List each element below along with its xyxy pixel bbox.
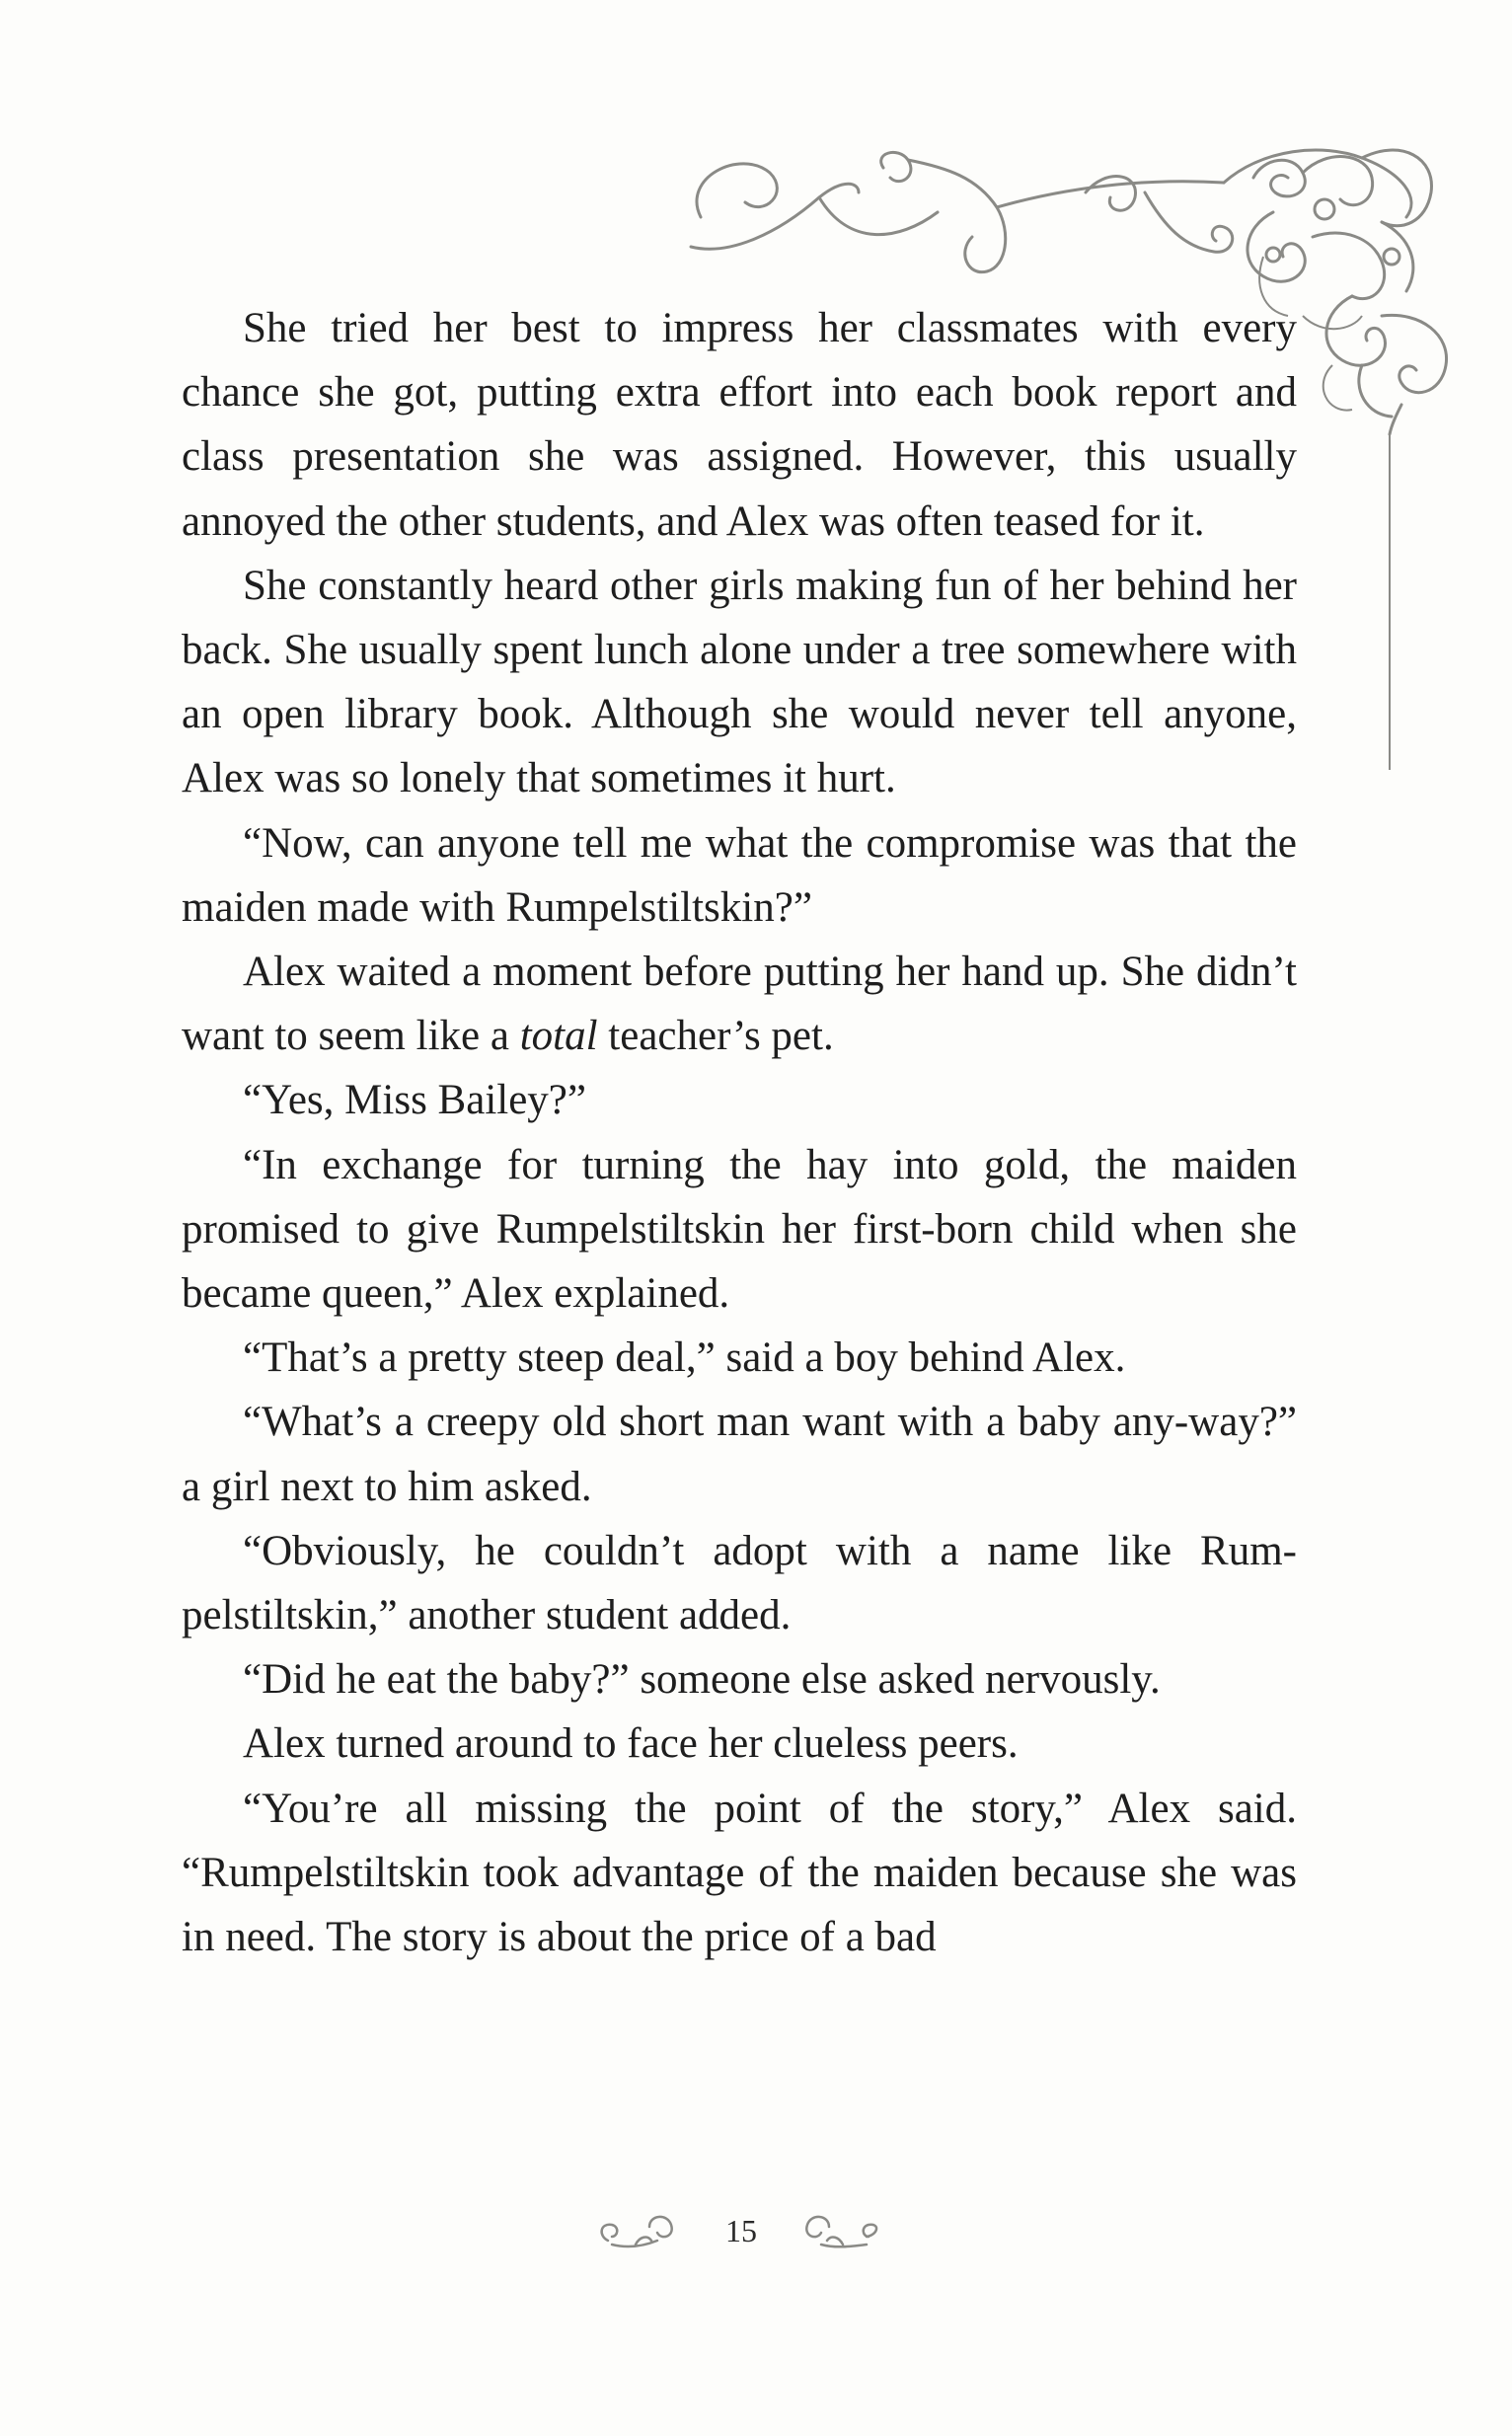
- emphasized-word: total: [519, 1013, 598, 1060]
- paragraph: Alex turned around to face her clueless peers.: [243, 1720, 1019, 1768]
- paragraph: She constantly heard other girls making fun of her behind her back. She usually spent lunch alone under a tree somewhere with an open library book. Although she would never tell anyone, Alex was so lonely that sometimes it hurt.: [182, 562, 1297, 802]
- paragraph: “Did he eat the baby?” someone else asked nervously.: [243, 1656, 1161, 1704]
- page-number: 15: [725, 2213, 757, 2248]
- paragraph-text: teacher’s pet.: [597, 1013, 834, 1060]
- paragraph-text: Alex waited a moment before putting her hand up. She didn’t want to seem like a: [182, 949, 1297, 1060]
- footer-flourish-right-icon: [792, 2201, 890, 2260]
- footer-ornament-group: [588, 2201, 884, 2280]
- paragraph: “In exchange for turning the hay into gold, the maiden promised to give Rumpelstiltskin her first-born child when she became queen,” Alex explained.: [182, 1141, 1297, 1318]
- paragraph: “Yes, Miss Bailey?”: [243, 1077, 586, 1124]
- paragraph: “What’s a creepy old short man want with a baby any-way?” a girl next to him asked.: [182, 1399, 1297, 1510]
- page-footer: [0, 2201, 1512, 2280]
- footer-flourish-left-icon: [588, 2201, 687, 2260]
- paragraph: “That’s a pretty steep deal,” said a boy behind Alex.: [243, 1334, 1126, 1382]
- paragraph: “Now, can anyone tell me what the compromise was that the maiden made with Rumpelstiltskin?”: [182, 819, 1297, 931]
- paragraph: [182, 940, 1297, 1068]
- paragraph: “You’re all missing the point of the story,” Alex said. “Rumpelstiltskin took advantage of the maiden because she was in need. The story is about the price of a bad: [182, 1785, 1297, 1961]
- paragraph: She tried her best to impress her classmates with every chance she got, putting extra effort into each book report and class presentation she was assigned. However, this usually annoyed the other students, and Alex was often teased for it.: [182, 305, 1297, 545]
- body-text: [182, 296, 1297, 1969]
- paragraph: “Obviously, he couldn’t adopt with a name like Rum-pelstiltskin,” another student added.: [182, 1527, 1297, 1639]
